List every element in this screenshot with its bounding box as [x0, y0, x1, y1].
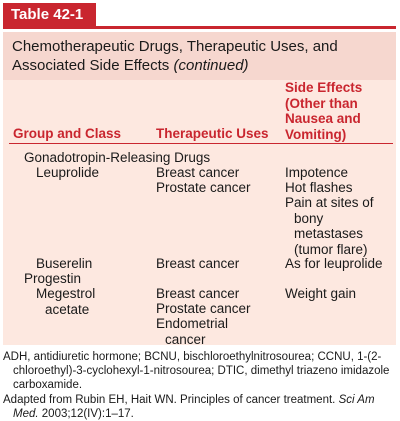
header-rule [3, 26, 396, 29]
effect-leuprolide-1: Impotence [285, 165, 349, 180]
drug-leuprolide: Leuprolide [36, 165, 100, 180]
drug-table [3, 80, 396, 345]
use-megestrol-2: Prostate cancer [156, 301, 251, 316]
column-header-group: Group and Class [13, 126, 122, 141]
table-title-suffix: (continued) [173, 57, 249, 74]
effect-buserelin-1: As for leuprolide [285, 256, 383, 271]
table-title-main: Chemotherapeutic Drugs, Therapeutic Uses, and Associated Side Effects [12, 38, 338, 74]
table-title [3, 32, 396, 80]
effect-leuprolide-3: Pain at sites of bony metastases (tumor flare) [285, 195, 374, 257]
source-journal: Sci Am Med. [13, 394, 375, 420]
effect-leuprolide-2: Hot flashes [285, 180, 353, 195]
source-note [3, 393, 396, 421]
source-prefix: Adapted from Rubin EH, Hait WN. Principles of cancer treatment. [3, 394, 339, 406]
drug-buserelin: Buserelin [36, 256, 93, 271]
header-divider [9, 143, 393, 144]
source-suffix: 2003;12(IV):1–17. [38, 408, 134, 420]
drug-megestrol: Megestrol acetate [36, 286, 96, 317]
group-gonadotropin: Gonadotropin-Releasing Drugs [24, 150, 211, 165]
group-progestin: Progestin [24, 271, 82, 286]
use-megestrol-3: Endometrial cancer [156, 316, 229, 347]
use-buserelin-1: Breast cancer [156, 256, 240, 271]
use-leuprolide-2: Prostate cancer [156, 180, 251, 195]
column-header-uses: Therapeutic Uses [156, 126, 269, 141]
table-number-tab: Table 42-1 [3, 3, 96, 26]
abbreviations-note: ADH, antidiuretic hormone; BCNU, bischloroethylnitrosourea; CCNU, 1-(2-chloroethyl)-3-cyclohexyl-1-nitrosourea; DTIC, dimethyl triazeno imidazole carboxamide. [3, 351, 390, 391]
effect-megestrol-1: Weight gain [285, 286, 357, 301]
use-leuprolide-1: Breast cancer [156, 165, 240, 180]
table-footnotes [3, 350, 396, 421]
use-megestrol-1: Breast cancer [156, 286, 240, 301]
column-header-effects: Side Effects (Other than Nausea and Vomiting) [285, 80, 363, 142]
